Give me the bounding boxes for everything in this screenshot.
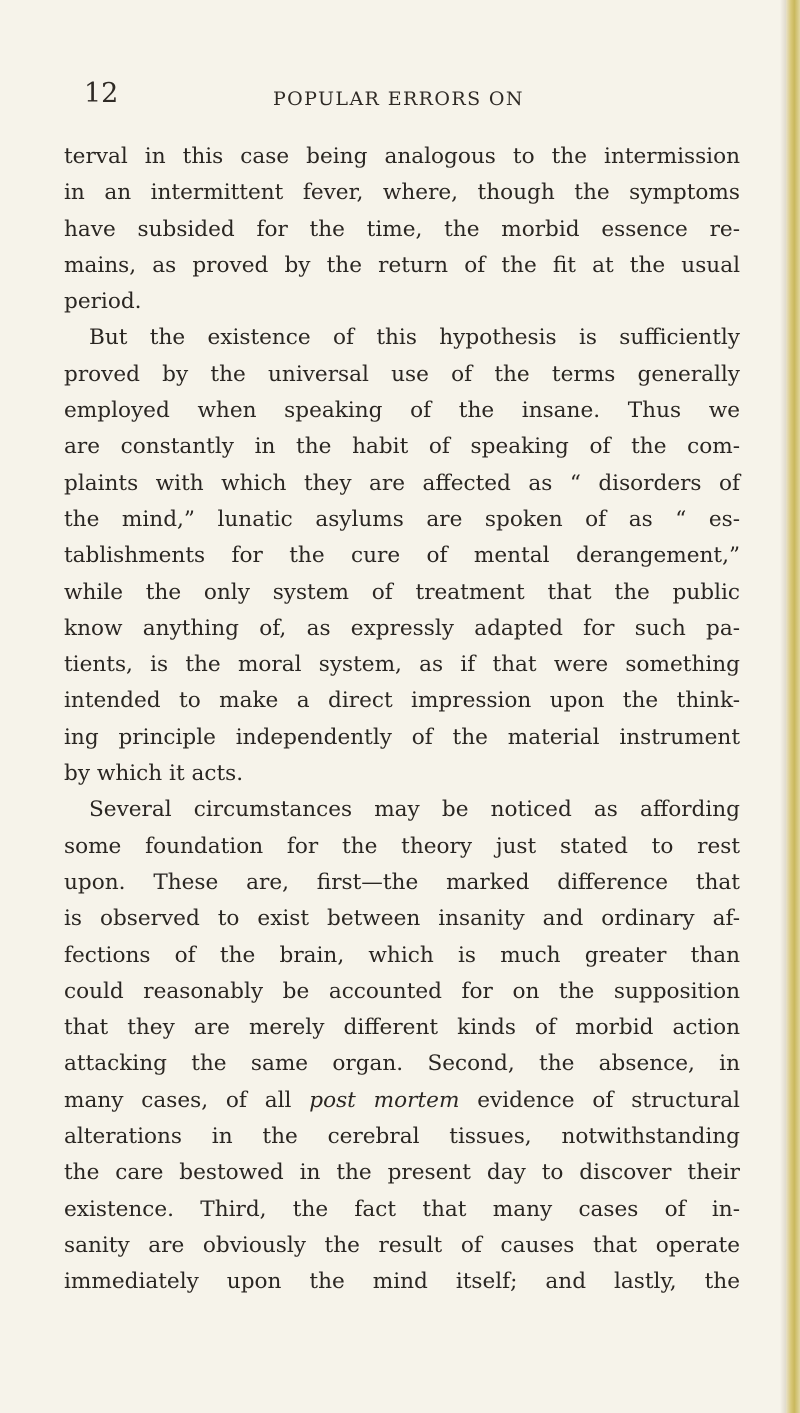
text-line: attacking the same organ. Second, the absence, in bbox=[64, 1051, 740, 1077]
text-line: fections of the brain, which is much greater than bbox=[64, 942, 740, 968]
text-line: period. bbox=[64, 289, 142, 315]
body-text bbox=[64, 139, 740, 1301]
text-line: mains, as proved by the return of the fit at the usual bbox=[64, 252, 740, 278]
text-run: evidence of structural bbox=[477, 1087, 740, 1113]
italic-phrase: post mortem bbox=[309, 1087, 460, 1113]
text-line: terval in this case being analogous to the intermission bbox=[64, 144, 740, 169]
page-edge bbox=[786, 0, 800, 1413]
text-line: But the existence of this hypothesis is sufficiently bbox=[89, 325, 740, 351]
text-line: existence. Third, the fact that many cases of in- bbox=[64, 1196, 740, 1222]
text-line-mixed bbox=[64, 1083, 740, 1119]
text-line: have subsided for the time, the morbid essence re- bbox=[64, 216, 740, 242]
text-line: upon. These are, first—the marked difference that bbox=[64, 869, 740, 895]
text-line: some foundation for the theory just stated to rest bbox=[64, 833, 740, 859]
text-line: while the only system of treatment that the public bbox=[64, 579, 740, 605]
text-line: tablishments for the cure of mental derangement,” bbox=[64, 543, 740, 569]
text-line: tients, is the moral system, as if that were something bbox=[64, 652, 740, 678]
text-line: is observed to exist between insanity and ordinary af- bbox=[64, 906, 740, 932]
running-head: POPULAR ERRORS ON bbox=[273, 88, 524, 110]
text-line: that they are merely different kinds of morbid action bbox=[64, 1015, 740, 1041]
text-line: the mind,” lunatic asylums are spoken of as “ es- bbox=[64, 506, 740, 532]
text-line: know anything of, as expressly adapted for such pa- bbox=[64, 615, 740, 641]
page-header bbox=[0, 78, 800, 118]
text-line: could reasonably be accounted for on the supposition bbox=[64, 978, 740, 1004]
text-line: plaints with which they are affected as “ disorders of bbox=[64, 470, 740, 496]
page-number: 12 bbox=[84, 78, 119, 109]
text-line: sanity are obviously the result of causes that operate bbox=[64, 1232, 740, 1258]
text-line: intended to make a direct impression upon the think- bbox=[64, 688, 740, 714]
text-line: alterations in the cerebral tissues, notwithstanding bbox=[64, 1124, 740, 1150]
text-run: many cases, of all bbox=[64, 1087, 292, 1113]
text-line: Several circumstances may be noticed as affording bbox=[89, 797, 740, 823]
text-line: by which it acts. bbox=[64, 761, 244, 787]
text-line: in an intermittent fever, where, though the symptoms bbox=[64, 180, 740, 206]
text-line: immediately upon the mind itself; and lastly, the bbox=[64, 1269, 740, 1295]
text-line: the care bestowed in the present day to discover their bbox=[64, 1160, 740, 1186]
text-line: are constantly in the habit of speaking of the com- bbox=[64, 434, 740, 460]
text-line: proved by the universal use of the terms generally bbox=[64, 361, 740, 387]
text-line: employed when speaking of the insane. Thus we bbox=[64, 398, 740, 424]
text-line: ing principle independently of the material instrument bbox=[64, 724, 740, 750]
